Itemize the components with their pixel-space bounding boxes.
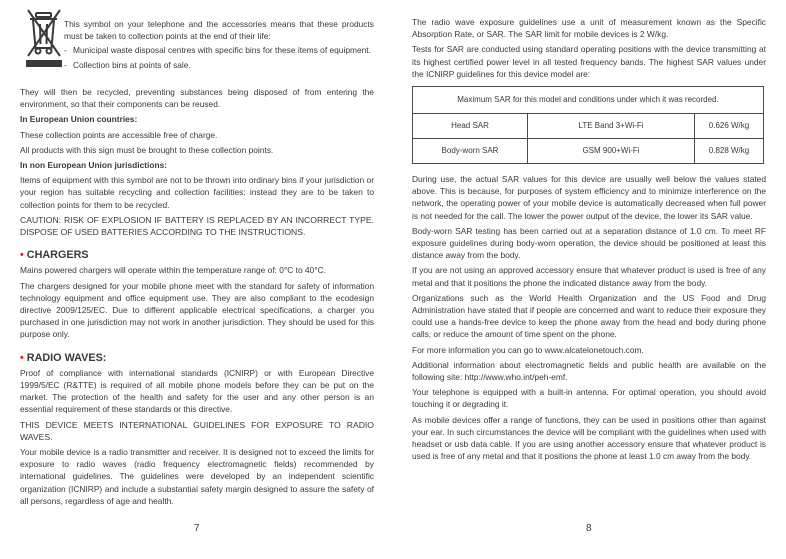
sar-paragraph-10: As mobile devices offer a range of functions, they can be used in positions other than against your ear. In such circumstances the device will be compliant with the guidelines when used with headset or usb data cable. If you are using another accessory ensure that whatever product is used is free of any metal and that it positions the phone at least 1.0 cm away from the body. [412, 414, 766, 462]
page-right [412, 0, 766, 559]
page-number: 8 [586, 523, 592, 534]
recycled-paragraph: They will then be recycled, preventing substances being disposed of from entering the environment, so that their components can be reused. [20, 87, 374, 110]
table-cell: LTE Band 3+Wi-Fi [528, 114, 695, 139]
weee-text [64, 18, 374, 73]
bin-underline-bar [26, 60, 62, 67]
table-row [413, 114, 764, 139]
chargers-paragraph-2: The chargers designed for your mobile phone meet with the standard for safety of information technology equipment and office equipment use. They are also compliant to the ecodesign directive 2009/125/EC. Due to different applicable electrical specifications, a charger you purchased in one jurisdiction may not work in another jurisdiction. They should be used for this purpose only. [20, 280, 374, 340]
radio-waves-title: RADIO WAVES: [26, 351, 107, 364]
page-left [20, 0, 374, 559]
eu-paragraph-2: All products with this sign must be brought to these collection points. [20, 144, 274, 155]
table-cell: Head SAR [413, 114, 528, 139]
bullet-icon: • [20, 249, 24, 262]
sar-paragraph-9: Your telephone is equipped with a built-in antenna. For optimal operation, you should avoid touching it or degrading it. [412, 387, 766, 410]
sar-paragraph-7: For more information you can go to www.alcatelonetouch.com. [412, 344, 644, 355]
chargers-paragraph-1: Mains powered chargers will operate within the temperature range of: 0°C to 40°C. [20, 265, 327, 276]
sar-paragraph-3: During use, the actual SAR values for this device are usually well below the values stated above. This is because, for purposes of system efficiency and to minimize interference on the network, the operating power of your mobile device is automatically decreased when full power is not needed for the call. The lower the power output of the device, the lower its SAR value. [412, 174, 766, 221]
crossed-out-bin-icon [26, 8, 62, 58]
radio-paragraph-3: Your mobile device is a radio transmitter and receiver. It is designed not to exceed the limits for exposure to radio waves (radio frequency electromagnetic fields) recommended by international guidelines. The guidelines were developed by an independent scientific organization (ICNIRP) and include a substantial safety margin designed to assure the safety of all persons, regardless of age and health. [20, 447, 374, 506]
weee-notice [20, 0, 374, 86]
table-cell: 0.828 W/kg [695, 139, 764, 164]
collection-points-list [64, 44, 374, 70]
chargers-heading [20, 249, 374, 261]
radio-paragraph-1: Proof of compliance with international standards (ICNIRP) or with European Directive 1999/5/EC (R&TTE) is required of all mobile phone models before they can be put on the market. The protection of the health and safety for the user and any other person is an essential requirement of these standards or this directive. [20, 367, 374, 415]
non-eu-paragraph: Items of equipment with this symbol are not to be thrown into ordinary bins if your jurisdiction or your region has suitable recycling and collection facilities; instead they are to be taken to collection points for them to be recycled. [20, 175, 374, 210]
table-row [413, 87, 764, 114]
bullet-icon: • [20, 351, 24, 364]
non-eu-heading: In non European Union jurisdictions: [20, 160, 168, 171]
weee-intro: This symbol on your telephone and the accessories means that these products must be taken to collection points at the end of their life: [64, 19, 374, 42]
eu-paragraph-1: These collection points are accessible free of charge. [20, 129, 218, 140]
table-row [413, 139, 764, 164]
radio-paragraph-2: THIS DEVICE MEETS INTERNATIONAL GUIDELINES FOR EXPOSURE TO RADIO WAVES. [20, 419, 374, 442]
battery-caution: CAUTION: RISK OF EXPLOSION IF BATTERY IS REPLACED BY AN INCORRECT TYPE. DISPOSE OF USED BATTERIES ACCORDING TO THE INSTRUCTIONS. [20, 214, 374, 238]
radio-waves-heading [20, 352, 374, 364]
table-cell: Body-worn SAR [413, 139, 528, 164]
sar-paragraph-8: Additional information about electromagnetic fields and public health are available on the following site: http://www.who.int/peh-emf. [412, 359, 766, 383]
sar-paragraph-4: Body-worn SAR testing has been carried out at a separation distance of 1.0 cm. To meet RF exposure guidelines during body-worn operation, the device should be positioned at least this distance away from the body. [412, 225, 766, 261]
sar-paragraph-1: The radio wave exposure guidelines use a unit of measurement known as the Specific Absorption Rate, or SAR. The SAR limit for mobile devices is 2 W/kg. [412, 17, 766, 40]
chargers-title: CHARGERS [26, 249, 89, 262]
list-item: - Municipal waste disposal centres with specific bins for these items of equipment. [64, 44, 374, 56]
table-cell: GSM 900+Wi-Fi [528, 139, 695, 164]
eu-heading: In European Union countries: [20, 114, 138, 125]
sar-table-header: Maximum SAR for this model and conditions under which it was recorded. [413, 87, 764, 114]
list-item: - Collection bins at points of sale. [64, 59, 374, 71]
sar-paragraph-6: Organizations such as the World Health Organization and the US Food and Drug Administration have stated that if people are concerned and want to reduce their exposure they could use a hands-free device to keep the phone away from the head and body during phone calls, or reduce the amount of time spent on the phone. [412, 292, 766, 340]
top-spacer [412, 0, 766, 16]
table-cell: 0.626 W/kg [695, 114, 764, 139]
sar-paragraph-5: If you are not using an approved accessory ensure that whatever product is used is free of any metal and that it positions the phone the indicated distance away from the body. [412, 265, 766, 288]
sar-paragraph-2: Tests for SAR are conducted using standard operating positions with the device transmitting at its highest certified power level in all tested frequency bands. The highest SAR values under the ICNIRP guidelines for this device model are: [412, 44, 766, 79]
page-number: 7 [194, 523, 200, 534]
sar-table [412, 86, 764, 164]
